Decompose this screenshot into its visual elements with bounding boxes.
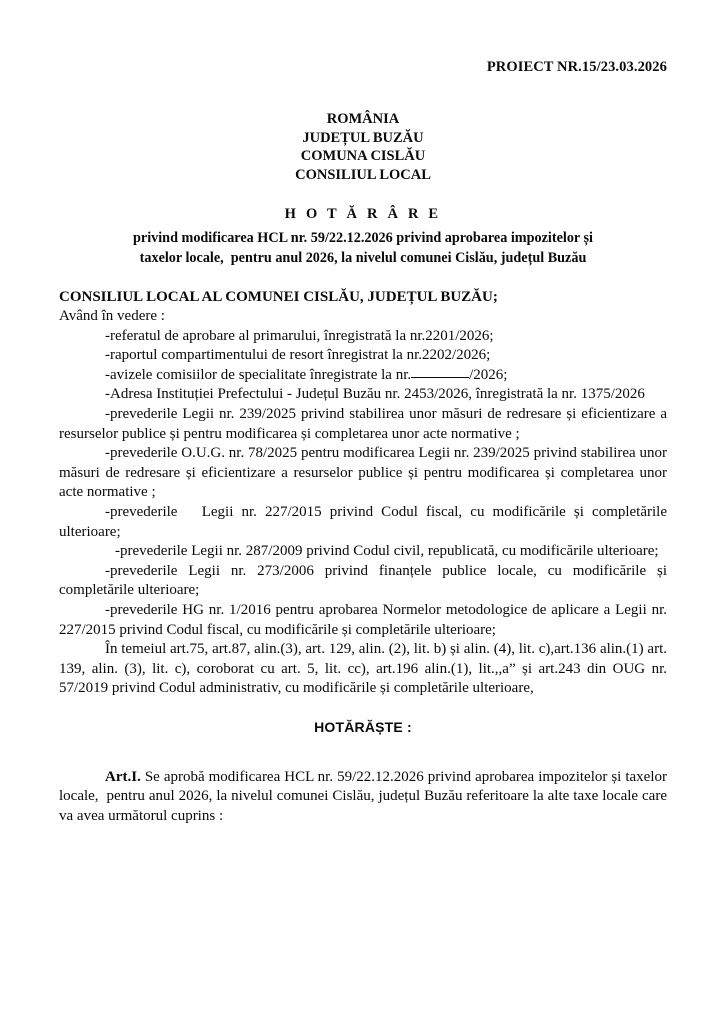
article-1-text: Se aprobă modificarea HCL nr. 59/22.12.2026 privind aprobarea impozitelor și taxelor locale, pentru anul 2026, la nivelul comunei Cislău, județul Buzău referitoare la alte taxe locale care va avea următorul cuprins : <box>59 768 671 825</box>
decision-subtitle-line-1: privind modificarea HCL nr. 59/22.12.2026 privind aprobarea impozitelor și <box>133 230 593 246</box>
document-content <box>59 0 671 842</box>
avize-number-blank[interactable] <box>411 377 469 378</box>
consideration-legea-287-2009: -prevederile Legii nr. 287/2009 privind Codul civil, republicată, cu modificările ulterioare; <box>115 543 659 560</box>
decision-subtitle <box>59 228 667 268</box>
consideration-legea-273-2006: -prevederile Legii nr. 273/2006 privind finanțele publice locale, cu modificările și completările ulterioare; <box>59 562 671 599</box>
consideration-temei-legal: În temeiul art.75, art.87, alin.(3), art. 129, alin. (2), lit. b) și alin. (4), lit. c),art.136 alin.(1) art. 139, alin. (3), lit. c), coroborat cu art. 5, lit. cc), art.196 alin.(1), lit.,,a” și art.243 din OUG nr. 57/2019 privind Codul administrativ, cu modificările și completările ulterioare, <box>59 641 671 697</box>
consideration-legea-239-2025: -prevederile Legii nr. 239/2025 privind stabilirea unor măsuri de redresare și eficientizare a resurselor publice și pentru modificarea și completarea unor acte normative ; <box>59 405 671 442</box>
consideration-hg-1-2016: -prevederile HG nr. 1/2016 pentru aprobarea Normelor metodologice de aplicare a Legii nr. 227/2015 privind Codul fiscal, cu modificările și completările ulterioare; <box>59 601 671 638</box>
consideration-adresa-prefect: -Adresa Instituției Prefectului - Județul Buzău nr. 2453/2026, înregistrată la nr. 1375/2026 <box>105 386 645 403</box>
considering-label: Având în vedere : <box>59 308 165 324</box>
consideration-referat: -referatul de aprobare al primarului, înregistrată la nr.2201/2026; <box>105 327 494 344</box>
article-1-number: Art.I. <box>105 768 141 785</box>
institution-commune: COMUNA CISLĂU <box>300 148 426 164</box>
decides-label: HOTĂRĂȘTE : <box>314 718 412 735</box>
consideration-legea-227-2015: -prevederile Legii nr. 227/2015 privind Codul fiscal, cu modificările și completările ulterioare; <box>59 503 671 540</box>
consideration-oug-78-2025: -prevederile O.U.G. nr. 78/2025 pentru modificarea Legii nr. 239/2025 privind stabilirea unor măsuri de redresare și eficientizare a resurselor publice și pentru modificarea și completarea unor acte normative ; <box>59 445 671 501</box>
institution-county: JUDEȚUL BUZĂU <box>302 129 424 146</box>
consideration-raport: -raportul compartimentului de resort înregistrat la nr.2202/2026; <box>105 347 491 364</box>
consideration-avize <box>59 366 667 386</box>
council-heading: CONSILIUL LOCAL AL COMUNEI CISLĂU, JUDEȚUL BUZĂU; <box>59 289 498 305</box>
project-number: PROIECT NR.15/23.03.2026 <box>486 59 667 75</box>
decision-title: H O T Ă R Â R E <box>284 206 442 222</box>
institution-council: CONSILIUL LOCAL <box>295 166 431 183</box>
project-number-row <box>59 0 667 76</box>
decision-subtitle-line-2: taxelor locale, pentru anul 2026, la nivelul comunei Cislău, județul Buzău <box>139 250 587 266</box>
consideration-avize-suffix: /2026; <box>469 366 508 383</box>
institution-country: ROMÂNIA <box>326 111 400 127</box>
article-1 <box>59 768 671 827</box>
consideration-avize-prefix: -avizele comisiilor de specialitate înregistrate la nr. <box>105 366 412 383</box>
institution-header <box>59 110 667 184</box>
